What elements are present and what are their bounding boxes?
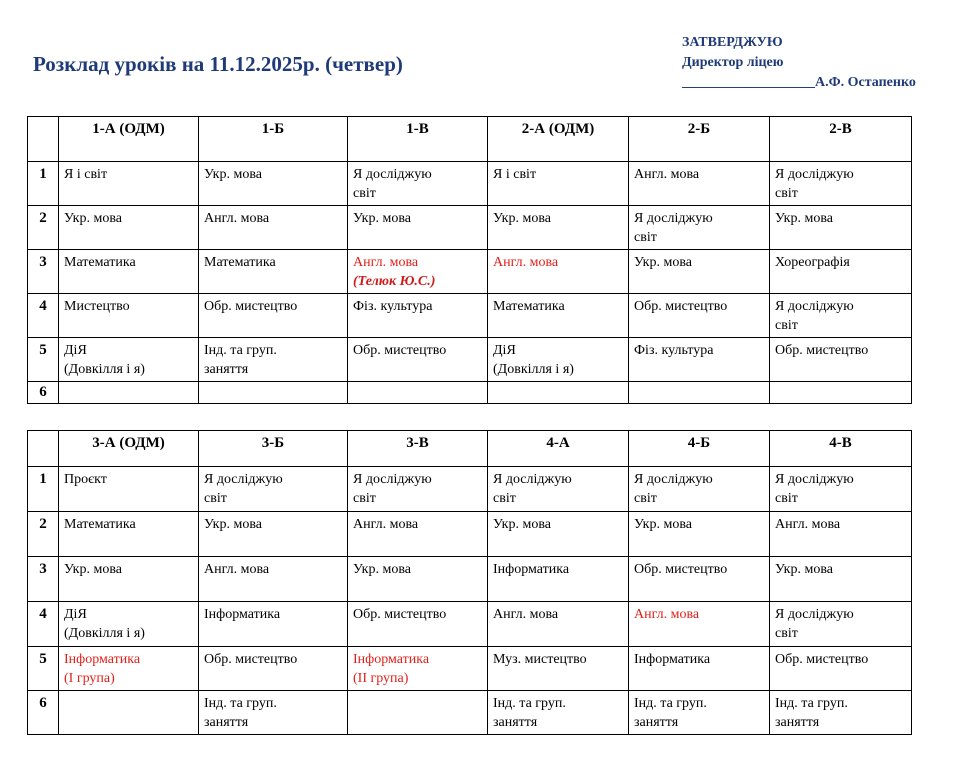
lesson-cell: Проєкт [59, 467, 199, 512]
lesson-cell: Обр. мистецтво [199, 647, 348, 691]
lesson-cell: Обр. мистецтво [629, 294, 770, 338]
corner-cell [28, 431, 59, 467]
class-header: 2-В [770, 117, 912, 162]
lesson-cell: Фіз. культура [629, 338, 770, 382]
lesson-cell: Я досліджую світ [770, 162, 912, 206]
lesson-row [28, 691, 912, 735]
class-header: 1-В [348, 117, 488, 162]
lesson-cell: Укр. мова [629, 512, 770, 557]
lesson-cell-highlighted: Англ. мова (Телюк Ю.С.) [348, 250, 488, 294]
lesson-cell: Хореографія [770, 250, 912, 294]
lesson-cell: Я і світ [488, 162, 629, 206]
lesson-cell: Укр. мова [770, 557, 912, 602]
lesson-cell: Я досліджую світ [348, 467, 488, 512]
lesson-row [28, 162, 912, 206]
lesson-number: 2 [28, 512, 59, 557]
lesson-cell: Я досліджую світ [629, 467, 770, 512]
lesson-cell: ДіЯ (Довкілля і я) [59, 602, 199, 647]
lesson-cell: Англ. мова [488, 602, 629, 647]
lesson-row [28, 602, 912, 647]
lesson-cell [348, 691, 488, 735]
lesson-cell [629, 382, 770, 404]
lesson-cell [770, 382, 912, 404]
lesson-cell [199, 382, 348, 404]
lesson-cell: Англ. мова [199, 557, 348, 602]
lesson-cell-highlighted: Інформатика (І група) [59, 647, 199, 691]
approval-position: Директор ліцею [682, 55, 784, 70]
lesson-row [28, 382, 912, 404]
lesson-cell: ДіЯ (Довкілля і я) [488, 338, 629, 382]
lesson-cell: Обр. мистецтво [629, 557, 770, 602]
lesson-cell: Англ. мова [348, 512, 488, 557]
header-row [28, 431, 912, 467]
lesson-row [28, 557, 912, 602]
lesson-cell: Обр. мистецтво [770, 338, 912, 382]
lesson-cell: Укр. мова [348, 206, 488, 250]
lesson-cell [59, 691, 199, 735]
lesson-number: 2 [28, 206, 59, 250]
class-header: 4-Б [629, 431, 770, 467]
lesson-number: 6 [28, 691, 59, 735]
lesson-cell: Укр. мова [348, 557, 488, 602]
lesson-cell: Я і світ [59, 162, 199, 206]
lesson-row [28, 512, 912, 557]
approval-block [682, 33, 916, 93]
lesson-cell: Укр. мова [59, 206, 199, 250]
class-header: 4-А [488, 431, 629, 467]
class-header: 2-Б [629, 117, 770, 162]
lesson-cell: Інформатика [629, 647, 770, 691]
lesson-cell: Англ. мова [629, 162, 770, 206]
header-row [28, 117, 912, 162]
class-header: 4-В [770, 431, 912, 467]
class-header: 3-А (ОДМ) [59, 431, 199, 467]
lesson-cell-highlighted: Англ. мова [629, 602, 770, 647]
lesson-cell: Я досліджую світ [199, 467, 348, 512]
lesson-cell: Інд. та груп. заняття [199, 691, 348, 735]
schedule-table-grades-3-4 [27, 430, 912, 735]
lesson-cell: Укр. мова [199, 162, 348, 206]
lesson-cell: Я досліджую світ [770, 467, 912, 512]
lesson-row [28, 294, 912, 338]
lesson-cell: Фіз. культура [348, 294, 488, 338]
lesson-cell: Інформатика [199, 602, 348, 647]
lesson-number: 3 [28, 250, 59, 294]
lesson-row [28, 206, 912, 250]
class-header: 3-Б [199, 431, 348, 467]
lesson-row [28, 338, 912, 382]
lesson-cell [59, 382, 199, 404]
lesson-row [28, 647, 912, 691]
page-title: Розклад уроків на 11.12.2025р. (четвер) [33, 52, 403, 76]
lesson-cell-highlighted: Інформатика (ІІ група) [348, 647, 488, 691]
lesson-cell: Англ. мова [199, 206, 348, 250]
lesson-cell: Муз. мистецтво [488, 647, 629, 691]
lesson-cell: Обр. мистецтво [199, 294, 348, 338]
lesson-number: 1 [28, 467, 59, 512]
lesson-cell: Математика [199, 250, 348, 294]
lesson-cell: Укр. мова [488, 512, 629, 557]
lesson-number: 1 [28, 162, 59, 206]
lesson-row [28, 467, 912, 512]
lesson-cell: Укр. мова [629, 250, 770, 294]
corner-cell [28, 117, 59, 162]
lesson-cell: Інформатика [488, 557, 629, 602]
lesson-number: 5 [28, 338, 59, 382]
class-header: 1-А (ОДМ) [59, 117, 199, 162]
lesson-cell: Укр. мова [770, 206, 912, 250]
approval-heading: ЗАТВЕРДЖУЮ [682, 35, 783, 50]
class-header: 3-В [348, 431, 488, 467]
lesson-cell: Інд. та груп. заняття [488, 691, 629, 735]
lesson-cell [348, 382, 488, 404]
lesson-cell: Математика [59, 512, 199, 557]
class-header: 1-Б [199, 117, 348, 162]
lesson-cell [488, 382, 629, 404]
lesson-cell: Інд. та груп. заняття [770, 691, 912, 735]
lesson-cell: Укр. мова [199, 512, 348, 557]
lesson-cell: Я досліджую світ [770, 294, 912, 338]
approval-signature: ___________________А.Ф. Остапенко [682, 75, 916, 90]
lesson-cell: Інд. та груп. заняття [199, 338, 348, 382]
lesson-cell: ДіЯ (Довкілля і я) [59, 338, 199, 382]
lesson-cell: Обр. мистецтво [348, 338, 488, 382]
lesson-cell-highlighted: Англ. мова [488, 250, 629, 294]
lesson-cell: Я досліджую світ [488, 467, 629, 512]
lesson-number: 6 [28, 382, 59, 404]
lesson-cell: Я досліджую світ [770, 602, 912, 647]
lesson-cell: Укр. мова [59, 557, 199, 602]
lesson-cell: Обр. мистецтво [770, 647, 912, 691]
lesson-cell: Обр. мистецтво [348, 602, 488, 647]
lesson-cell: Математика [59, 250, 199, 294]
schedule-table-grades-1-2 [27, 116, 912, 404]
class-header: 2-А (ОДМ) [488, 117, 629, 162]
lesson-cell: Укр. мова [488, 206, 629, 250]
lesson-row [28, 250, 912, 294]
lesson-number: 4 [28, 602, 59, 647]
lesson-number: 4 [28, 294, 59, 338]
lesson-cell: Математика [488, 294, 629, 338]
lesson-cell: Я досліджую світ [348, 162, 488, 206]
lesson-cell: Англ. мова [770, 512, 912, 557]
lesson-number: 3 [28, 557, 59, 602]
lesson-number: 5 [28, 647, 59, 691]
lesson-cell: Мистецтво [59, 294, 199, 338]
lesson-cell: Я досліджую світ [629, 206, 770, 250]
lesson-cell: Інд. та груп. заняття [629, 691, 770, 735]
